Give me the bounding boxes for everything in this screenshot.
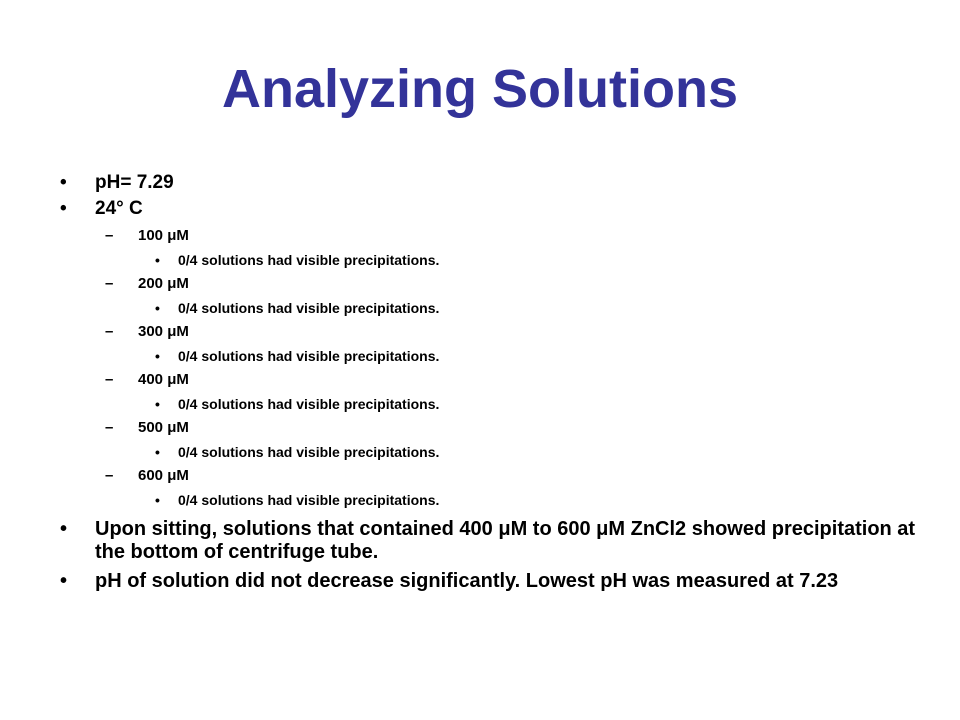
concentration-note <box>60 440 920 464</box>
concentration-label: 400 μM <box>138 371 189 388</box>
bullet-text: pH of solution did not decrease significantly. Lowest pH was measured at 7.23 <box>95 570 839 592</box>
bullet-ph <box>60 170 920 196</box>
dash-icon: – <box>105 275 114 292</box>
concentration-note <box>60 248 920 272</box>
note-text: 0/4 solutions had visible precipitations. <box>178 492 440 508</box>
note-text: 0/4 solutions had visible precipitations. <box>178 444 440 460</box>
bullet-icon: • <box>60 518 68 540</box>
bullet-text: pH= 7.29 <box>95 172 174 193</box>
concentration-item <box>60 416 920 440</box>
concentration-label: 100 μM <box>138 227 189 244</box>
bullet-icon: • <box>155 444 160 460</box>
bullet-icon: • <box>155 348 160 364</box>
bullet-icon: • <box>155 252 160 268</box>
bullet-icon: • <box>60 570 68 592</box>
bullet-icon: • <box>60 198 67 219</box>
bullet-icon: • <box>155 396 160 412</box>
concentration-note <box>60 488 920 512</box>
concentration-note <box>60 344 920 368</box>
dash-icon: – <box>105 419 114 436</box>
dash-icon: – <box>105 227 114 244</box>
bullet-text: 24° C <box>95 198 143 219</box>
concentration-note <box>60 296 920 320</box>
bullet-icon: • <box>60 172 67 193</box>
concentration-item <box>60 464 920 488</box>
concentration-item <box>60 272 920 296</box>
dash-icon: – <box>105 323 114 340</box>
bullet-text: Upon sitting, solutions that contained 400 μM to 600 μM ZnCl2 showed precipitation at the bottom of centrifuge tube. <box>95 518 916 563</box>
bullet-temperature <box>60 196 920 222</box>
concentration-list <box>60 224 920 512</box>
bullet-ph-observation <box>60 570 920 593</box>
note-text: 0/4 solutions had visible precipitations. <box>178 396 440 412</box>
concentration-label: 500 μM <box>138 419 189 436</box>
note-text: 0/4 solutions had visible precipitations. <box>178 348 440 364</box>
slide-title: Analyzing Solutions <box>221 59 738 119</box>
bullet-icon: • <box>155 300 160 316</box>
concentration-label: 300 μM <box>138 323 189 340</box>
note-text: 0/4 solutions had visible precipitations. <box>178 300 440 316</box>
bullet-precipitation-observation <box>60 518 920 564</box>
concentration-item <box>60 368 920 392</box>
concentration-label: 600 μM <box>138 467 189 484</box>
concentration-item <box>60 320 920 344</box>
note-text: 0/4 solutions had visible precipitations. <box>178 252 440 268</box>
concentration-note <box>60 392 920 416</box>
concentration-label: 200 μM <box>138 275 189 292</box>
slide-body <box>60 170 920 593</box>
dash-icon: – <box>105 467 114 484</box>
bullet-icon: • <box>155 492 160 508</box>
concentration-item <box>60 224 920 248</box>
dash-icon: – <box>105 371 114 388</box>
